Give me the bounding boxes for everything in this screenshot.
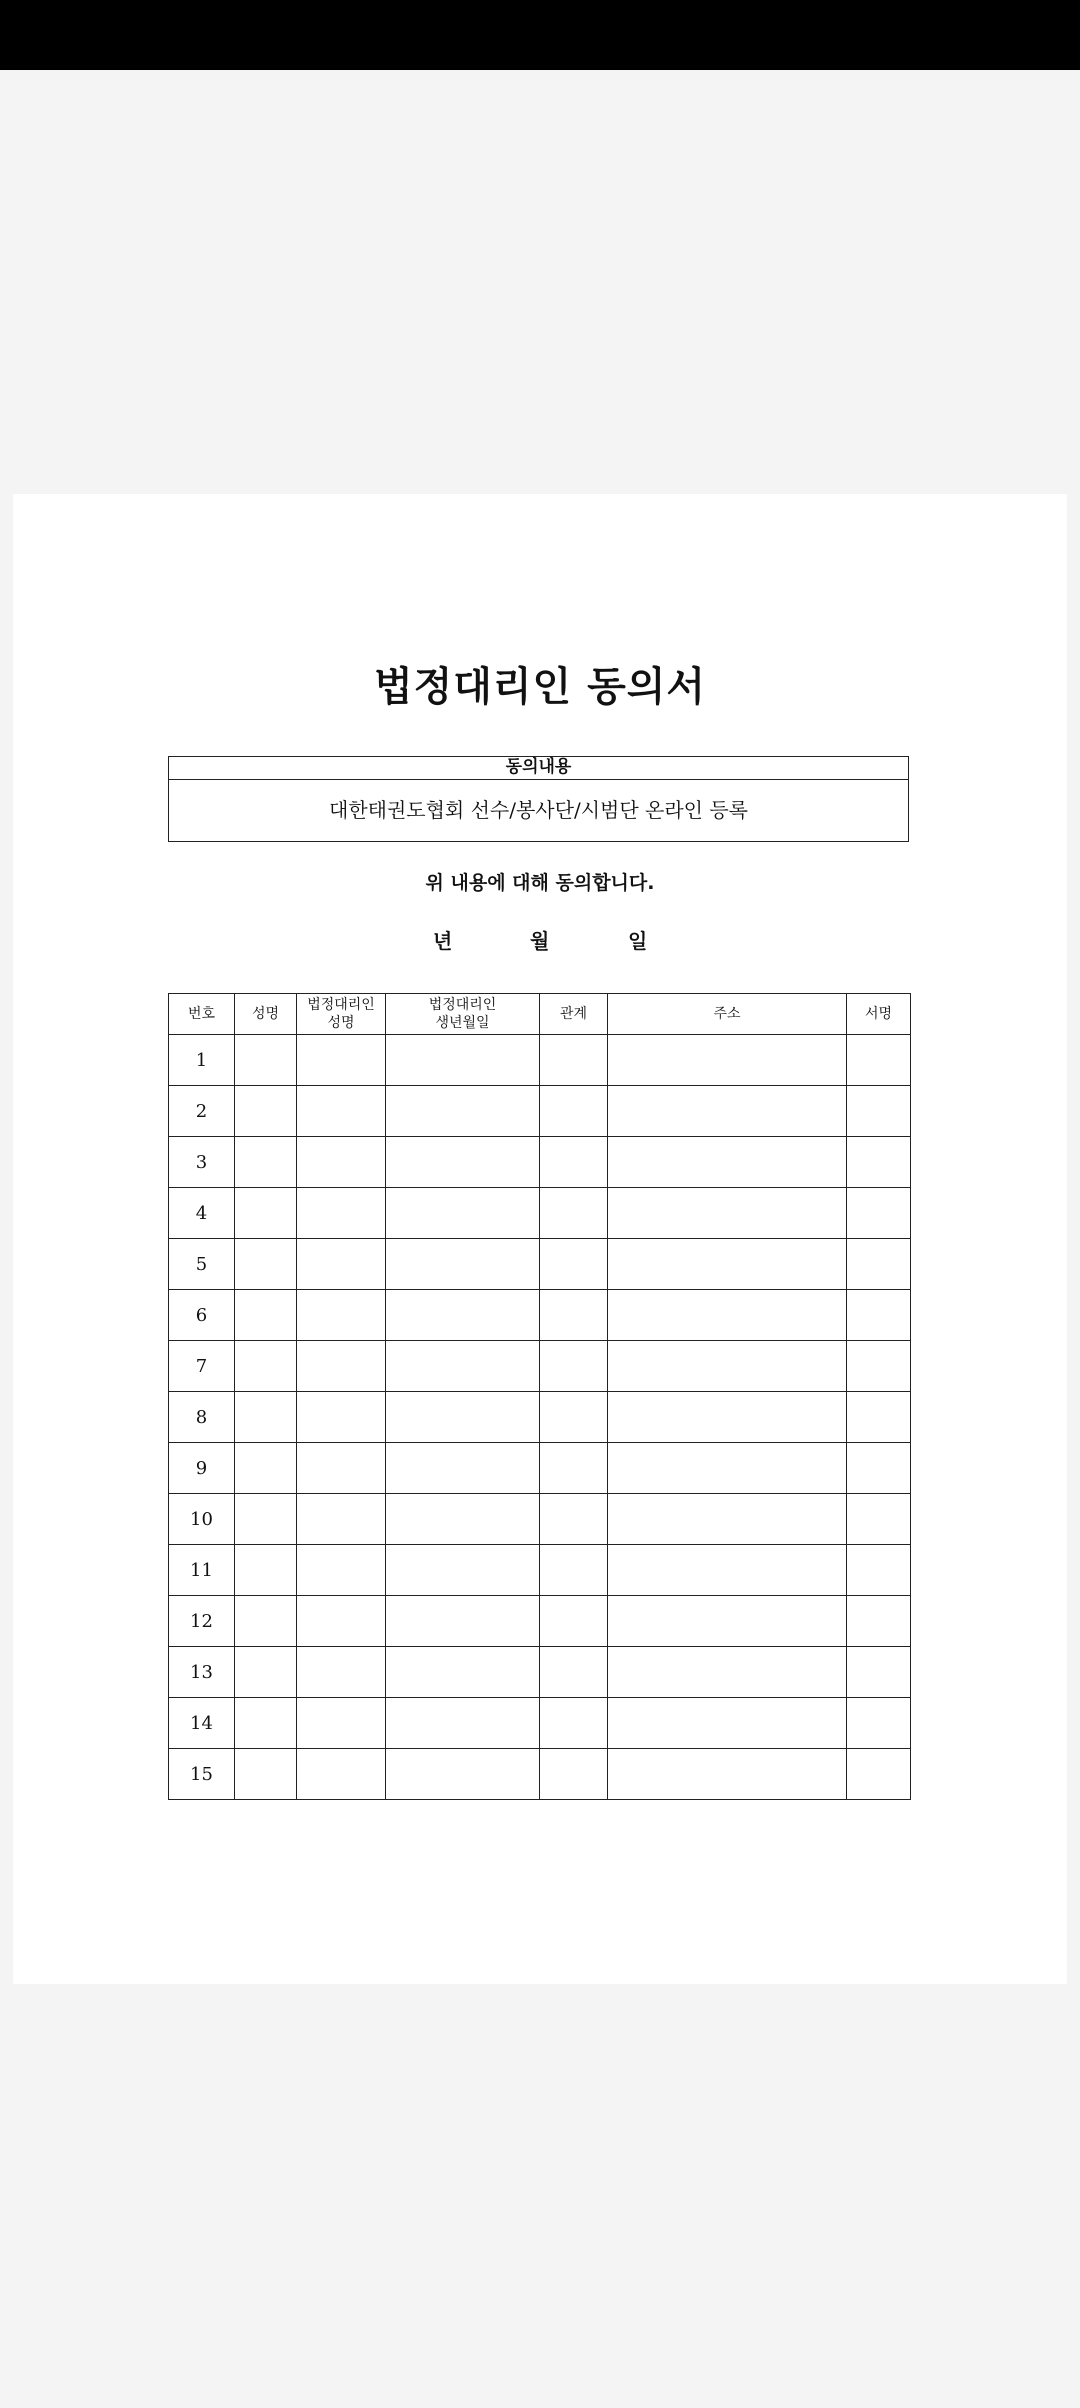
address-cell[interactable]	[608, 1086, 847, 1137]
name-cell[interactable]	[235, 1596, 297, 1647]
row-number: 10	[169, 1494, 235, 1545]
signature-cell[interactable]	[847, 1086, 911, 1137]
row-number: 6	[169, 1290, 235, 1341]
name-cell[interactable]	[235, 1698, 297, 1749]
address-cell[interactable]	[608, 1137, 847, 1188]
signature-cell[interactable]	[847, 1290, 911, 1341]
table-row	[169, 1698, 911, 1749]
relation-cell[interactable]	[540, 1749, 608, 1800]
table-row	[169, 1035, 911, 1086]
guardian-birth-cell[interactable]	[386, 1443, 540, 1494]
name-cell[interactable]	[235, 1137, 297, 1188]
relation-cell[interactable]	[540, 1035, 608, 1086]
name-cell[interactable]	[235, 1647, 297, 1698]
consent-body: 대한태권도협회 선수/봉사단/시범단 온라인 등록	[329, 798, 748, 822]
guardian-birth-cell[interactable]	[386, 1698, 540, 1749]
guardian-birth-cell[interactable]	[386, 1341, 540, 1392]
name-cell[interactable]	[235, 1443, 297, 1494]
row-number: 2	[169, 1086, 235, 1137]
table-row	[169, 1290, 911, 1341]
table-row	[169, 1086, 911, 1137]
date-year-label: 년	[433, 929, 453, 953]
table-row	[169, 1749, 911, 1800]
relation-cell[interactable]	[540, 1698, 608, 1749]
signature-cell[interactable]	[847, 1188, 911, 1239]
table-row	[169, 1596, 911, 1647]
relation-cell[interactable]	[540, 1494, 608, 1545]
guardian-name-cell[interactable]	[297, 1749, 386, 1800]
row-number: 14	[169, 1698, 235, 1749]
column-header-no: 번호	[169, 994, 235, 1035]
name-cell[interactable]	[235, 1494, 297, 1545]
signature-cell[interactable]	[847, 1494, 911, 1545]
signature-cell[interactable]	[847, 1698, 911, 1749]
guardian-name-cell[interactable]	[297, 1035, 386, 1086]
address-cell[interactable]	[608, 1290, 847, 1341]
guardian-birth-cell[interactable]	[386, 1596, 540, 1647]
consent-box	[168, 756, 909, 842]
address-cell[interactable]	[608, 1239, 847, 1290]
row-number: 8	[169, 1392, 235, 1443]
name-cell[interactable]	[235, 1341, 297, 1392]
table-row	[169, 1443, 911, 1494]
guardian-birth-cell[interactable]	[386, 1239, 540, 1290]
signature-cell[interactable]	[847, 1647, 911, 1698]
relation-cell[interactable]	[540, 1341, 608, 1392]
signature-cell[interactable]	[847, 1749, 911, 1800]
column-header-signature: 서명	[847, 994, 911, 1035]
name-cell[interactable]	[235, 1086, 297, 1137]
table-row	[169, 1188, 911, 1239]
guardian-birth-cell[interactable]	[386, 1749, 540, 1800]
address-cell[interactable]	[608, 1596, 847, 1647]
address-cell[interactable]	[608, 1545, 847, 1596]
address-cell[interactable]	[608, 1341, 847, 1392]
guardian-name-cell[interactable]	[297, 1596, 386, 1647]
guardian-name-cell[interactable]	[297, 1137, 386, 1188]
signature-cell[interactable]	[847, 1443, 911, 1494]
signature-cell[interactable]	[847, 1596, 911, 1647]
guardian-birth-cell[interactable]	[386, 1545, 540, 1596]
status-bar	[0, 0, 1080, 70]
column-header-guardian-name: 법정대리인 성명	[297, 994, 386, 1035]
guardian-name-cell[interactable]	[297, 1290, 386, 1341]
date-day-label: 일	[628, 929, 648, 953]
name-cell[interactable]	[235, 1290, 297, 1341]
relation-cell[interactable]	[540, 1392, 608, 1443]
guardian-birth-cell[interactable]	[386, 1188, 540, 1239]
address-cell[interactable]	[608, 1035, 847, 1086]
table-row	[169, 1545, 911, 1596]
row-number: 9	[169, 1443, 235, 1494]
table-row	[169, 1137, 911, 1188]
guardian-name-cell[interactable]	[297, 1443, 386, 1494]
table-row	[169, 1341, 911, 1392]
relation-cell[interactable]	[540, 1239, 608, 1290]
address-cell[interactable]	[608, 1698, 847, 1749]
address-cell[interactable]	[608, 1392, 847, 1443]
table-row	[169, 1494, 911, 1545]
guardian-name-cell[interactable]	[297, 1086, 386, 1137]
column-header-relation: 관계	[540, 994, 608, 1035]
column-header-address: 주소	[608, 994, 847, 1035]
guardian-name-cell[interactable]	[297, 1392, 386, 1443]
relation-cell[interactable]	[540, 1086, 608, 1137]
table-row	[169, 1647, 911, 1698]
date-month-label: 월	[530, 929, 550, 953]
column-header-guardian-birth: 법정대리인 생년월일	[386, 994, 540, 1035]
guardian-name-cell[interactable]	[297, 1494, 386, 1545]
signature-cell[interactable]	[847, 1239, 911, 1290]
row-number: 12	[169, 1596, 235, 1647]
guardian-name-cell[interactable]	[297, 1647, 386, 1698]
consent-header: 동의내용	[169, 757, 908, 780]
table-row	[169, 1392, 911, 1443]
relation-cell[interactable]	[540, 1596, 608, 1647]
name-cell[interactable]	[235, 1545, 297, 1596]
row-number: 13	[169, 1647, 235, 1698]
name-cell[interactable]	[235, 1749, 297, 1800]
name-cell[interactable]	[235, 1188, 297, 1239]
row-number: 4	[169, 1188, 235, 1239]
address-cell[interactable]	[608, 1494, 847, 1545]
address-cell[interactable]	[608, 1749, 847, 1800]
guardian-birth-cell[interactable]	[386, 1035, 540, 1086]
signature-cell[interactable]	[847, 1392, 911, 1443]
guardian-birth-cell[interactable]	[386, 1137, 540, 1188]
name-cell[interactable]	[235, 1392, 297, 1443]
column-header-name: 성명	[235, 994, 297, 1035]
relation-cell[interactable]	[540, 1647, 608, 1698]
address-cell[interactable]	[608, 1647, 847, 1698]
agree-statement: 위 내용에 대해 동의합니다.	[425, 872, 655, 894]
name-cell[interactable]	[235, 1239, 297, 1290]
guardian-birth-cell[interactable]	[386, 1494, 540, 1545]
guardian-birth-cell[interactable]	[386, 1392, 540, 1443]
row-number: 7	[169, 1341, 235, 1392]
relation-cell[interactable]	[540, 1290, 608, 1341]
signature-cell[interactable]	[847, 1341, 911, 1392]
address-cell[interactable]	[608, 1188, 847, 1239]
guardian-birth-cell[interactable]	[386, 1086, 540, 1137]
row-number: 11	[169, 1545, 235, 1596]
guardian-name-cell[interactable]	[297, 1188, 386, 1239]
guardian-birth-cell[interactable]	[386, 1647, 540, 1698]
guardian-name-cell[interactable]	[297, 1239, 386, 1290]
guardian-name-cell[interactable]	[297, 1341, 386, 1392]
guardian-table	[168, 993, 911, 1800]
relation-cell[interactable]	[540, 1443, 608, 1494]
guardian-birth-cell[interactable]	[386, 1290, 540, 1341]
guardian-name-cell[interactable]	[297, 1698, 386, 1749]
relation-cell[interactable]	[540, 1188, 608, 1239]
table-row	[169, 1239, 911, 1290]
row-number: 1	[169, 1035, 235, 1086]
row-number: 15	[169, 1749, 235, 1800]
name-cell[interactable]	[235, 1035, 297, 1086]
row-number: 3	[169, 1137, 235, 1188]
signature-cell[interactable]	[847, 1035, 911, 1086]
signature-cell[interactable]	[847, 1545, 911, 1596]
address-cell[interactable]	[608, 1443, 847, 1494]
document-title: 법정대리인 동의서	[373, 664, 707, 710]
signature-cell[interactable]	[847, 1137, 911, 1188]
table-header-row	[169, 994, 911, 1035]
guardian-name-cell[interactable]	[297, 1545, 386, 1596]
relation-cell[interactable]	[540, 1545, 608, 1596]
relation-cell[interactable]	[540, 1137, 608, 1188]
table-body	[169, 1035, 911, 1800]
row-number: 5	[169, 1239, 235, 1290]
